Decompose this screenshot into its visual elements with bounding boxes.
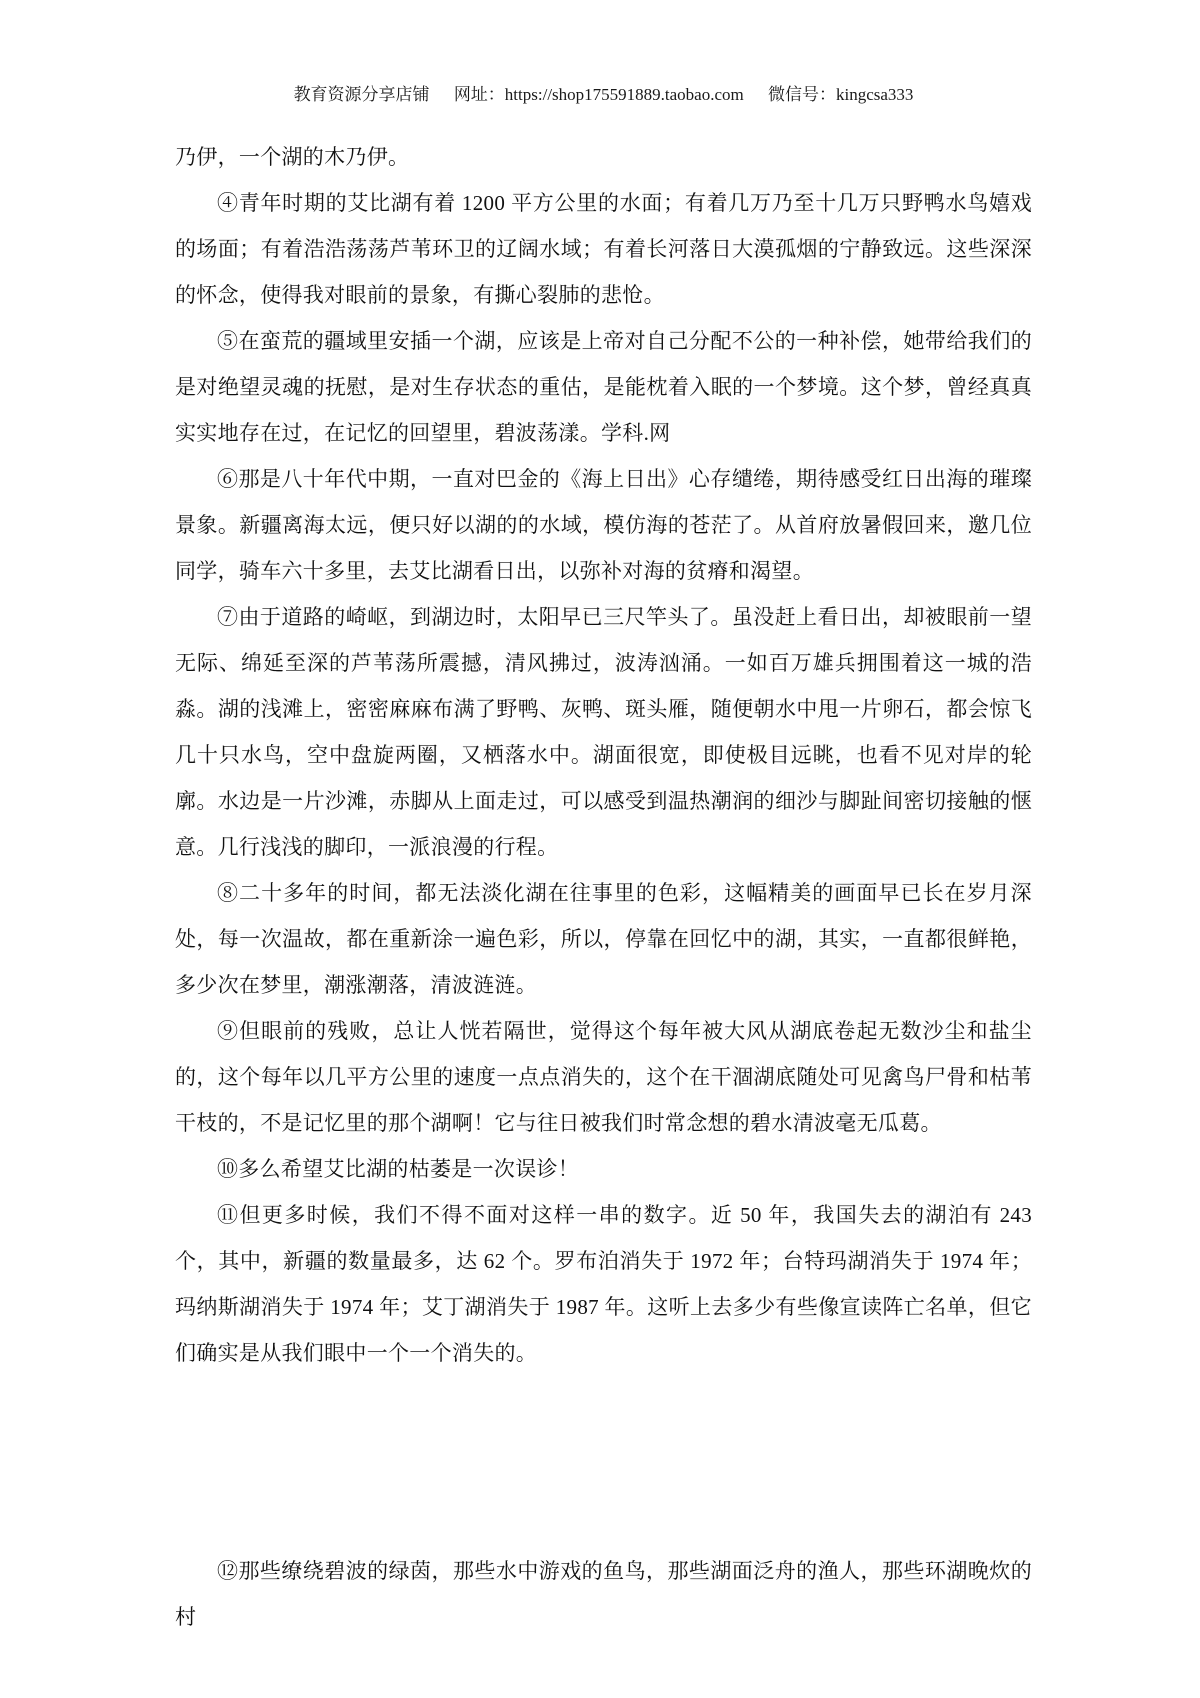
paragraph-12: ⑫那些缭绕碧波的绿茵，那些水中游戏的鱼鸟，那些湖面泛舟的渔人，那些环湖晚炊的村 xyxy=(175,1559,1032,1629)
shop-name: 教育资源分享店铺 xyxy=(293,85,430,104)
document-body xyxy=(175,134,1032,1640)
paragraph-7: ⑦由于道路的崎岖，到湖边时，太阳早已三尺竿头了。虽没赶上看日出，却被眼前一望无际、绵延至深的芦苇荡所震撼，清风拂过，波涛汹涌。一如百万雄兵拥围着这一城的浩淼。湖的浅滩上，密密麻麻布满了野鸭、灰鸭、斑头雁，随便朝水中甩一片卵石，都会惊飞几十只水鸟，空中盘旋两圈，又栖落水中。湖面很宽，即使极目远眺，也看不见对岸的轮廓。水边是一片沙滩，赤脚从上面走过，可以感受到温热潮润的细沙与脚趾间密切接触的惬意。几行浅浅的脚印，一派浪漫的行程。 xyxy=(175,605,1032,859)
paragraph-11: ⑪但更多时候，我们不得不面对这样一串的数字。近 50 年，我国失去的湖泊有 243 个，其中，新疆的数量最多，达 62 个。罗布泊消失于 1972 年；台特玛湖消失于 1974 年；玛纳斯湖消失于 1974 年；艾丁湖消失于 1987 年。这听上去多少有些像宣读阵亡名单，但它们确实是从我们眼中一个一个消失的。 xyxy=(175,1203,1032,1365)
paragraph-10: ⑩多么希望艾比湖的枯萎是一次误诊！ xyxy=(217,1157,580,1181)
paragraph-9: ⑨但眼前的残败，总让人恍若隔世，觉得这个每年被大风从湖底卷起无数沙尘和盐尘的，这个每年以几平方公里的速度一点点消失的，这个在干涸湖底随处可见禽鸟尸骨和枯苇干枝的，不是记忆里的那个湖啊！它与往日被我们时常念想的碧水清波毫无瓜葛。 xyxy=(175,1019,1032,1135)
shop-url: 网址：https://shop175591889.taobao.com xyxy=(453,85,744,104)
page-header xyxy=(175,84,1032,106)
wechat-id: 微信号：kingcsa333 xyxy=(768,85,914,104)
paragraph-5: ⑤在蛮荒的疆域里安插一个湖，应该是上帝对自己分配不公的一种补偿，她带给我们的是对绝望灵魂的抚慰，是对生存状态的重估，是能枕着入眠的一个梦境。这个梦，曾经真真实实地存在过，在记忆的回望里，碧波荡漾。学科.网 xyxy=(175,329,1032,445)
paragraph-8: ⑧二十多年的时间，都无法淡化湖在往事里的色彩，这幅精美的画面早已长在岁月深处，每一次温故，都在重新涂一遍色彩，所以，停靠在回忆中的湖，其实，一直都很鲜艳，多少次在梦里，潮涨潮落，清波涟涟。 xyxy=(175,881,1032,997)
paragraph-6: ⑥那是八十年代中期，一直对巴金的《海上日出》心存缱绻，期待感受红日出海的璀璨景象。新疆离海太远，便只好以湖的的水域，模仿海的苍茫了。从首府放暑假回来，邀几位同学，骑车六十多里，去艾比湖看日出，以弥补对海的贫瘠和渴望。 xyxy=(175,467,1032,583)
paragraph-continuation: 乃伊，一个湖的木乃伊。 xyxy=(175,145,410,169)
paragraph-4: ④青年时期的艾比湖有着 1200 平方公里的水面；有着几万乃至十几万只野鸭水鸟嬉戏的场面；有着浩浩荡荡芦苇环卫的辽阔水域；有着长河落日大漠孤烟的宁静致远。这些深深的怀念，使得我对眼前的景象，有撕心裂肺的悲怆。 xyxy=(175,191,1032,307)
